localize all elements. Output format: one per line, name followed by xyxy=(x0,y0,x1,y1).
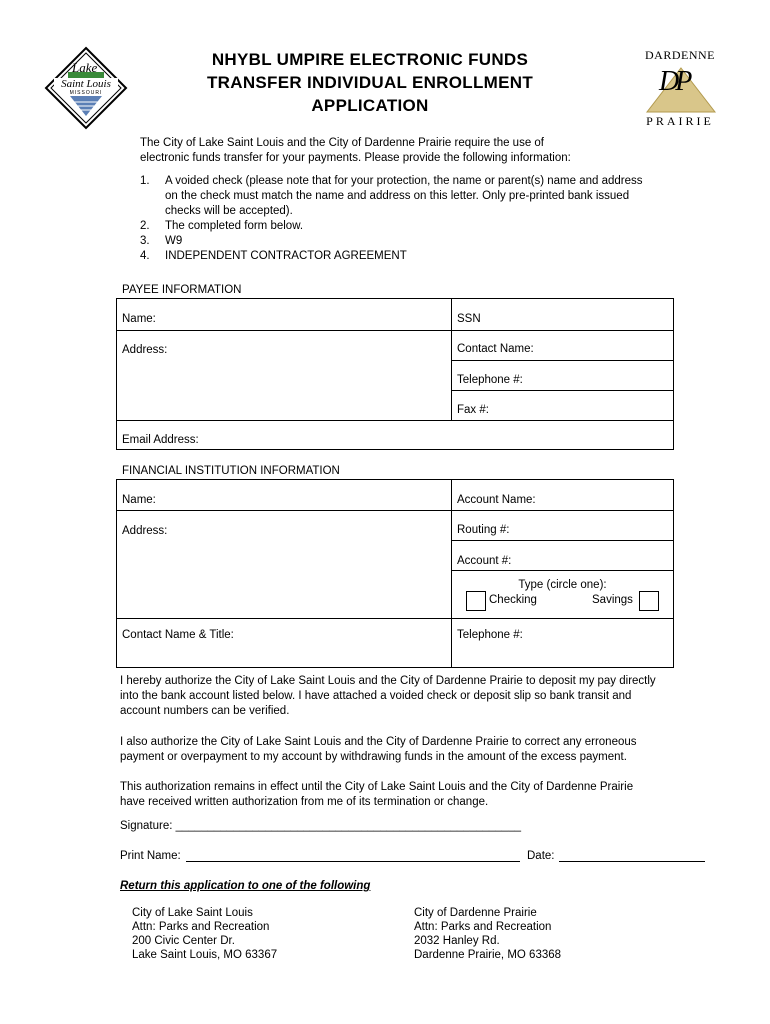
address-line: 200 Civic Center Dr. xyxy=(132,935,235,947)
routing-number-field[interactable]: Routing #: xyxy=(457,524,510,536)
paragraph-line: This authorization remains in effect until the City of Lake Saint Louis and the City of Dardenne Prairie xyxy=(120,781,634,793)
logo-prairie-text: PRAIRIE xyxy=(646,114,714,128)
payee-row-line xyxy=(116,330,674,331)
authorization-paragraph-2 xyxy=(120,735,637,765)
payee-table xyxy=(116,298,674,450)
payee-name-field[interactable]: Name: xyxy=(122,313,156,325)
address-line: Lake Saint Louis, MO 63367 xyxy=(132,949,278,961)
dardenne-prairie-address xyxy=(414,906,561,962)
bank-address-field[interactable]: Address: xyxy=(122,525,168,537)
list-item xyxy=(140,174,700,219)
financial-row-line xyxy=(116,618,674,619)
bank-telephone-field[interactable]: Telephone #: xyxy=(457,629,523,641)
account-number-field[interactable]: Account #: xyxy=(457,555,512,567)
payee-telephone-field[interactable]: Telephone #: xyxy=(457,374,523,386)
paragraph-line: I also authorize the City of Lake Saint Louis and the City of Dardenne Prairie to correct any erroneous xyxy=(120,736,637,748)
list-item xyxy=(140,219,700,234)
contact-title-field[interactable]: Contact Name & Title: xyxy=(122,629,234,641)
list-item xyxy=(140,249,700,264)
checking-label: Checking xyxy=(489,594,537,606)
savings-checkbox[interactable] xyxy=(639,591,659,611)
payee-address-field[interactable]: Address: xyxy=(122,344,168,356)
dardenne-prairie-logo xyxy=(635,48,725,128)
paragraph-line: have received written authorization from me of its termination or change. xyxy=(120,796,489,808)
authorization-paragraph-3 xyxy=(120,780,633,810)
paragraph-line: into the bank account listed below. I have attached a voided check or deposit slip so bank transit and xyxy=(120,690,632,702)
logo-saint-louis-text: Saint Louis xyxy=(54,78,118,90)
payee-ssn-field[interactable]: SSN xyxy=(457,313,481,325)
address-line: Dardenne Prairie, MO 63368 xyxy=(414,949,562,961)
list-line: The completed form below. xyxy=(165,220,304,232)
list-number: 1. xyxy=(140,175,150,187)
intro-line-1: The City of Lake Saint Louis and the City of Dardenne Prairie require the use of xyxy=(140,137,545,149)
date-label: Date: xyxy=(527,850,555,862)
list-item xyxy=(140,234,700,249)
signature-field[interactable]: Signature: ______________________________________________________ xyxy=(120,820,521,832)
title-line-3: APPLICATION xyxy=(311,96,429,115)
paragraph-line: payment or overpayment to my account by withdrawing funds in the amount of the excess payment. xyxy=(120,751,627,763)
payee-section-heading: PAYEE INFORMATION xyxy=(122,284,242,296)
print-name-label: Print Name: xyxy=(120,850,181,862)
title-line-2: TRANSFER INDIVIDUAL ENROLLMENT xyxy=(206,73,533,92)
list-line: INDEPENDENT CONTRACTOR AGREEMENT xyxy=(165,250,407,262)
account-type-label: Type (circle one): xyxy=(518,579,607,591)
page-title xyxy=(170,48,570,117)
financial-row-line xyxy=(451,540,674,541)
payee-row-line xyxy=(451,360,674,361)
list-number: 4. xyxy=(140,250,150,262)
logo-lake-text: Lake xyxy=(72,60,98,75)
return-heading: Return this application to one of the following xyxy=(120,880,371,892)
intro-line-2: electronic funds transfer for your payments. Please provide the following information: xyxy=(140,152,571,164)
logo-dp-monogram: DP xyxy=(659,66,689,97)
payee-email-field[interactable]: Email Address: xyxy=(122,434,199,446)
financial-row-line xyxy=(116,510,674,511)
financial-row-line xyxy=(451,570,674,571)
account-name-field[interactable]: Account Name: xyxy=(457,494,536,506)
lake-saint-louis-logo xyxy=(44,46,128,130)
address-line: 2032 Hanley Rd. xyxy=(414,935,500,947)
list-line: W9 xyxy=(165,235,183,247)
paragraph-line: I hereby authorize the City of Lake Saint Louis and the City of Dardenne Prairie to deposit my pay directly xyxy=(120,675,656,687)
logo-missouri-text: MISSOURI xyxy=(69,90,103,96)
list-line: checks will be accepted). xyxy=(165,205,293,217)
payee-row-line xyxy=(116,420,674,421)
print-name-line[interactable] xyxy=(186,861,520,862)
authorization-paragraph-1 xyxy=(120,674,656,719)
list-line: on the check must match the name and address on this letter. Only pre-printed bank issued xyxy=(165,190,630,202)
financial-section-heading: FINANCIAL INSTITUTION INFORMATION xyxy=(122,465,340,477)
list-number: 2. xyxy=(140,220,150,232)
bank-name-field[interactable]: Name: xyxy=(122,494,156,506)
checking-checkbox[interactable] xyxy=(466,591,486,611)
lake-saint-louis-address xyxy=(132,906,277,962)
address-line: Attn: Parks and Recreation xyxy=(132,921,270,933)
payee-row-line xyxy=(451,390,674,391)
payee-fax-field[interactable]: Fax #: xyxy=(457,404,489,416)
savings-label: Savings xyxy=(592,594,633,606)
payee-divider xyxy=(451,298,452,420)
payee-contact-name-field[interactable]: Contact Name: xyxy=(457,343,534,355)
list-line: A voided check (please note that for your protection, the name or parent(s) name and address xyxy=(165,175,643,187)
list-number: 3. xyxy=(140,235,150,247)
address-line: City of Dardenne Prairie xyxy=(414,907,537,919)
address-line: Attn: Parks and Recreation xyxy=(414,921,552,933)
logo-dardenne-text: DARDENNE xyxy=(645,48,715,62)
financial-divider xyxy=(451,479,452,668)
date-line[interactable] xyxy=(559,861,705,862)
paragraph-line: account numbers can be verified. xyxy=(120,705,290,717)
intro-paragraph xyxy=(140,136,571,166)
address-line: City of Lake Saint Louis xyxy=(132,907,253,919)
requirements-list xyxy=(140,174,700,264)
title-line-1: NHYBL UMPIRE ELECTRONIC FUNDS xyxy=(211,50,529,69)
